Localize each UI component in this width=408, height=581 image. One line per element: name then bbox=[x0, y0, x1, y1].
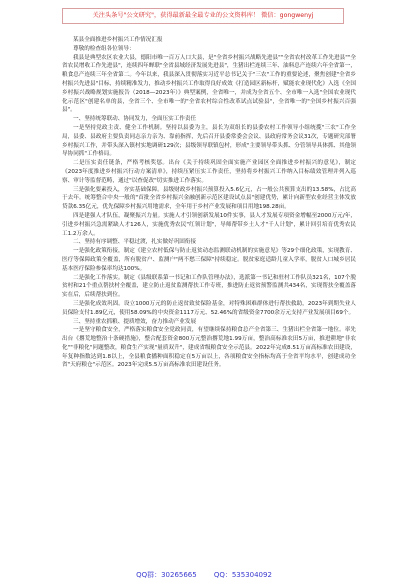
section-heading-3: 三、坚持重农抓粮、提质增效，奋力推动产业发展 bbox=[73, 318, 197, 325]
section-heading-2: 二、坚持有序调整、平稳过渡，扎实做好巩固衔接 bbox=[73, 239, 197, 246]
section-3-paragraph-1: 一是坚守粮食安全，严格落实粮食安全党政同责，有望继续保持粮食总产全省第三、生猪出栏全省第一地位。率先出台《撂荒地整治十条硬措施》，整合配套资金800万元整治撂荒地1.99万亩，整治高标准农田5万亩，推进耕地"非农化""非粮化"问题整改，粮食生产实现"量质双升"，建成省级粮食安全示范县。2022年完成8.51万亩高标准农田建设，年复种指数达到1.8以上，全县粮食播种面积稳定在5万亩以上，各项粮食安全指标均高于全省平均水平，创建成功全省"天府粮仓"示范区。2023年完成5.5万亩高标准农田建设任务。 bbox=[62, 327, 356, 369]
section-2-paragraph-1: 一是强化政策衔接，制定《建立农村低保与防止返贫动态监测联动机制的实施意见》等29个细化政策，实现教育、医疗等保障政策全覆盖，所有脱贫户、监测户"两不愁三保障"持续稳定。脱贫家庭适龄儿童入学率，脱贫人口城乡居民基本医疗保险参保率均达100%。 bbox=[62, 248, 356, 272]
section-1-paragraph-2: 二是压实责任链条，严格考核奖惩。出台《关于持续巩固全面实施产业园区全面推进乡村振兴的意见》，制定《2023年度推进乡村振兴行动方案清单》，持续压紧压实工作责任，坚持将乡村振兴工作纳入目标绩效管理并列入巡察、审计等监督范畴，通过"以查促改"切实推进工作落实。 bbox=[62, 160, 356, 184]
section-1-paragraph-4: 四是建强人才队伍，凝聚振兴力量。实施人才引领创新发展10件实事，县人才发展专项资金增幅至2000万元/年，引进乡村振兴急需紧缺人才126人，实施优秀农民"红领计划"，导师帮带乡土人才"千人计划"，累计回引培育优秀农民工1.2万余人。 bbox=[62, 212, 356, 237]
footer-contact bbox=[0, 562, 408, 581]
document-title: 某县全面推进乡村振兴工作情况汇报 bbox=[73, 37, 163, 43]
section-2-paragraph-2: 二是强化工作落实。制定《县级联系第一书记和工作队管理办法》，选派第一书记和驻村工作队员321名，107个脱贫村和21个重点帮扶村全覆盖，建立防止返贫监测帮扶工作专班，推进防止返贫预警监测共434名，实现帮扶全覆盖落实在后，后续帮扶到位。 bbox=[62, 274, 356, 299]
qq-contact-label: QQ：535304092 bbox=[213, 571, 272, 579]
section-2-paragraph-3: 三是强化成效巩固。设立1000万元的防止返贫致贫保险基金，对特殊困难群体进行帮扶救助，2023年到期失业人员保险支付1.89亿元，使用58.09%的中央资金1117万元、52.46%的省级资金7700余万元支持产业发展项目69个。 bbox=[62, 300, 356, 316]
section-1-paragraph-1: 一是坚持党政主责、健全工作机制。坚持以县委为主，县长为双组长的县委农村工作领导小组统揽"三农"工作全局，县委、县政府主要负责同志亲力亲为、靠前指挥，先后召开县委常委会会议、县政府常务会议31次，专题研究部署乡村振兴工作，并带头深入镇村实地调研129次；县级领导联镇包村，形成"主要领导带头抓、分管领导具体抓、其他领导协同抓"工作格局。 bbox=[62, 124, 356, 158]
section-heading-1: 一、坚持统筹联动、协同发力，全面压实工作责任 bbox=[73, 116, 197, 123]
document-body bbox=[62, 36, 356, 370]
promo-banner-text: 关注头条号"公文研究"，获得最新最全最专业的公文资料库！ 微信：gongwenyj bbox=[92, 12, 314, 19]
intro-paragraph: 我县是典型农区农业大县，德阳市唯一百万人口大县，是"全省乡村振兴战略先进县""全省农村改革工作先进县""全省农民增收工作先进县"，连续四年蝉联"全省县域经济发展先进县"，生猪出栏连续三年、油料总产连续六年全省第一，粮食总产连续三年全省第二。今年以来，我县深入贯彻落实习近平总书记关于"三农"工作的重要论述，聚焦创建"全省乡村振兴先进县"目标，持续精准发力，推动乡村振兴工作取得良好成效《打造园区新标杆，赋能农业现代化》入选《全国乡村振兴战略规划实施报告（2018—2023年）》典型案例，全省唯一，并成为全省五个、全市唯一入选"全国农业现代化示范区"创建名单的县，全省三个、全市唯一的"全省农村综合性改革试点试验县"，全省唯一的"全国乡村振兴百强县"。 bbox=[62, 54, 356, 114]
promo-banner bbox=[62, 8, 344, 24]
qq-group-label: QQ群：30265665 bbox=[136, 571, 197, 579]
salutation: 尊敬的检查组各位领导： bbox=[73, 45, 135, 52]
section-1-paragraph-3: 三是强化要素投入，夯实基础保障。县级财政乡村振兴预算投入5.6亿元，占一般公共预算支出的13.58%，占比高于去年。统筹整合中央一般的"首批全省乡村振兴金融创新示范区建设试点县"创建优势，累计向新型农业经营主体发放贷款6.35亿元，优先保障乡村振兴用地需求，全年用于乡村产业发展和项目用地198.28亩。 bbox=[62, 186, 356, 211]
